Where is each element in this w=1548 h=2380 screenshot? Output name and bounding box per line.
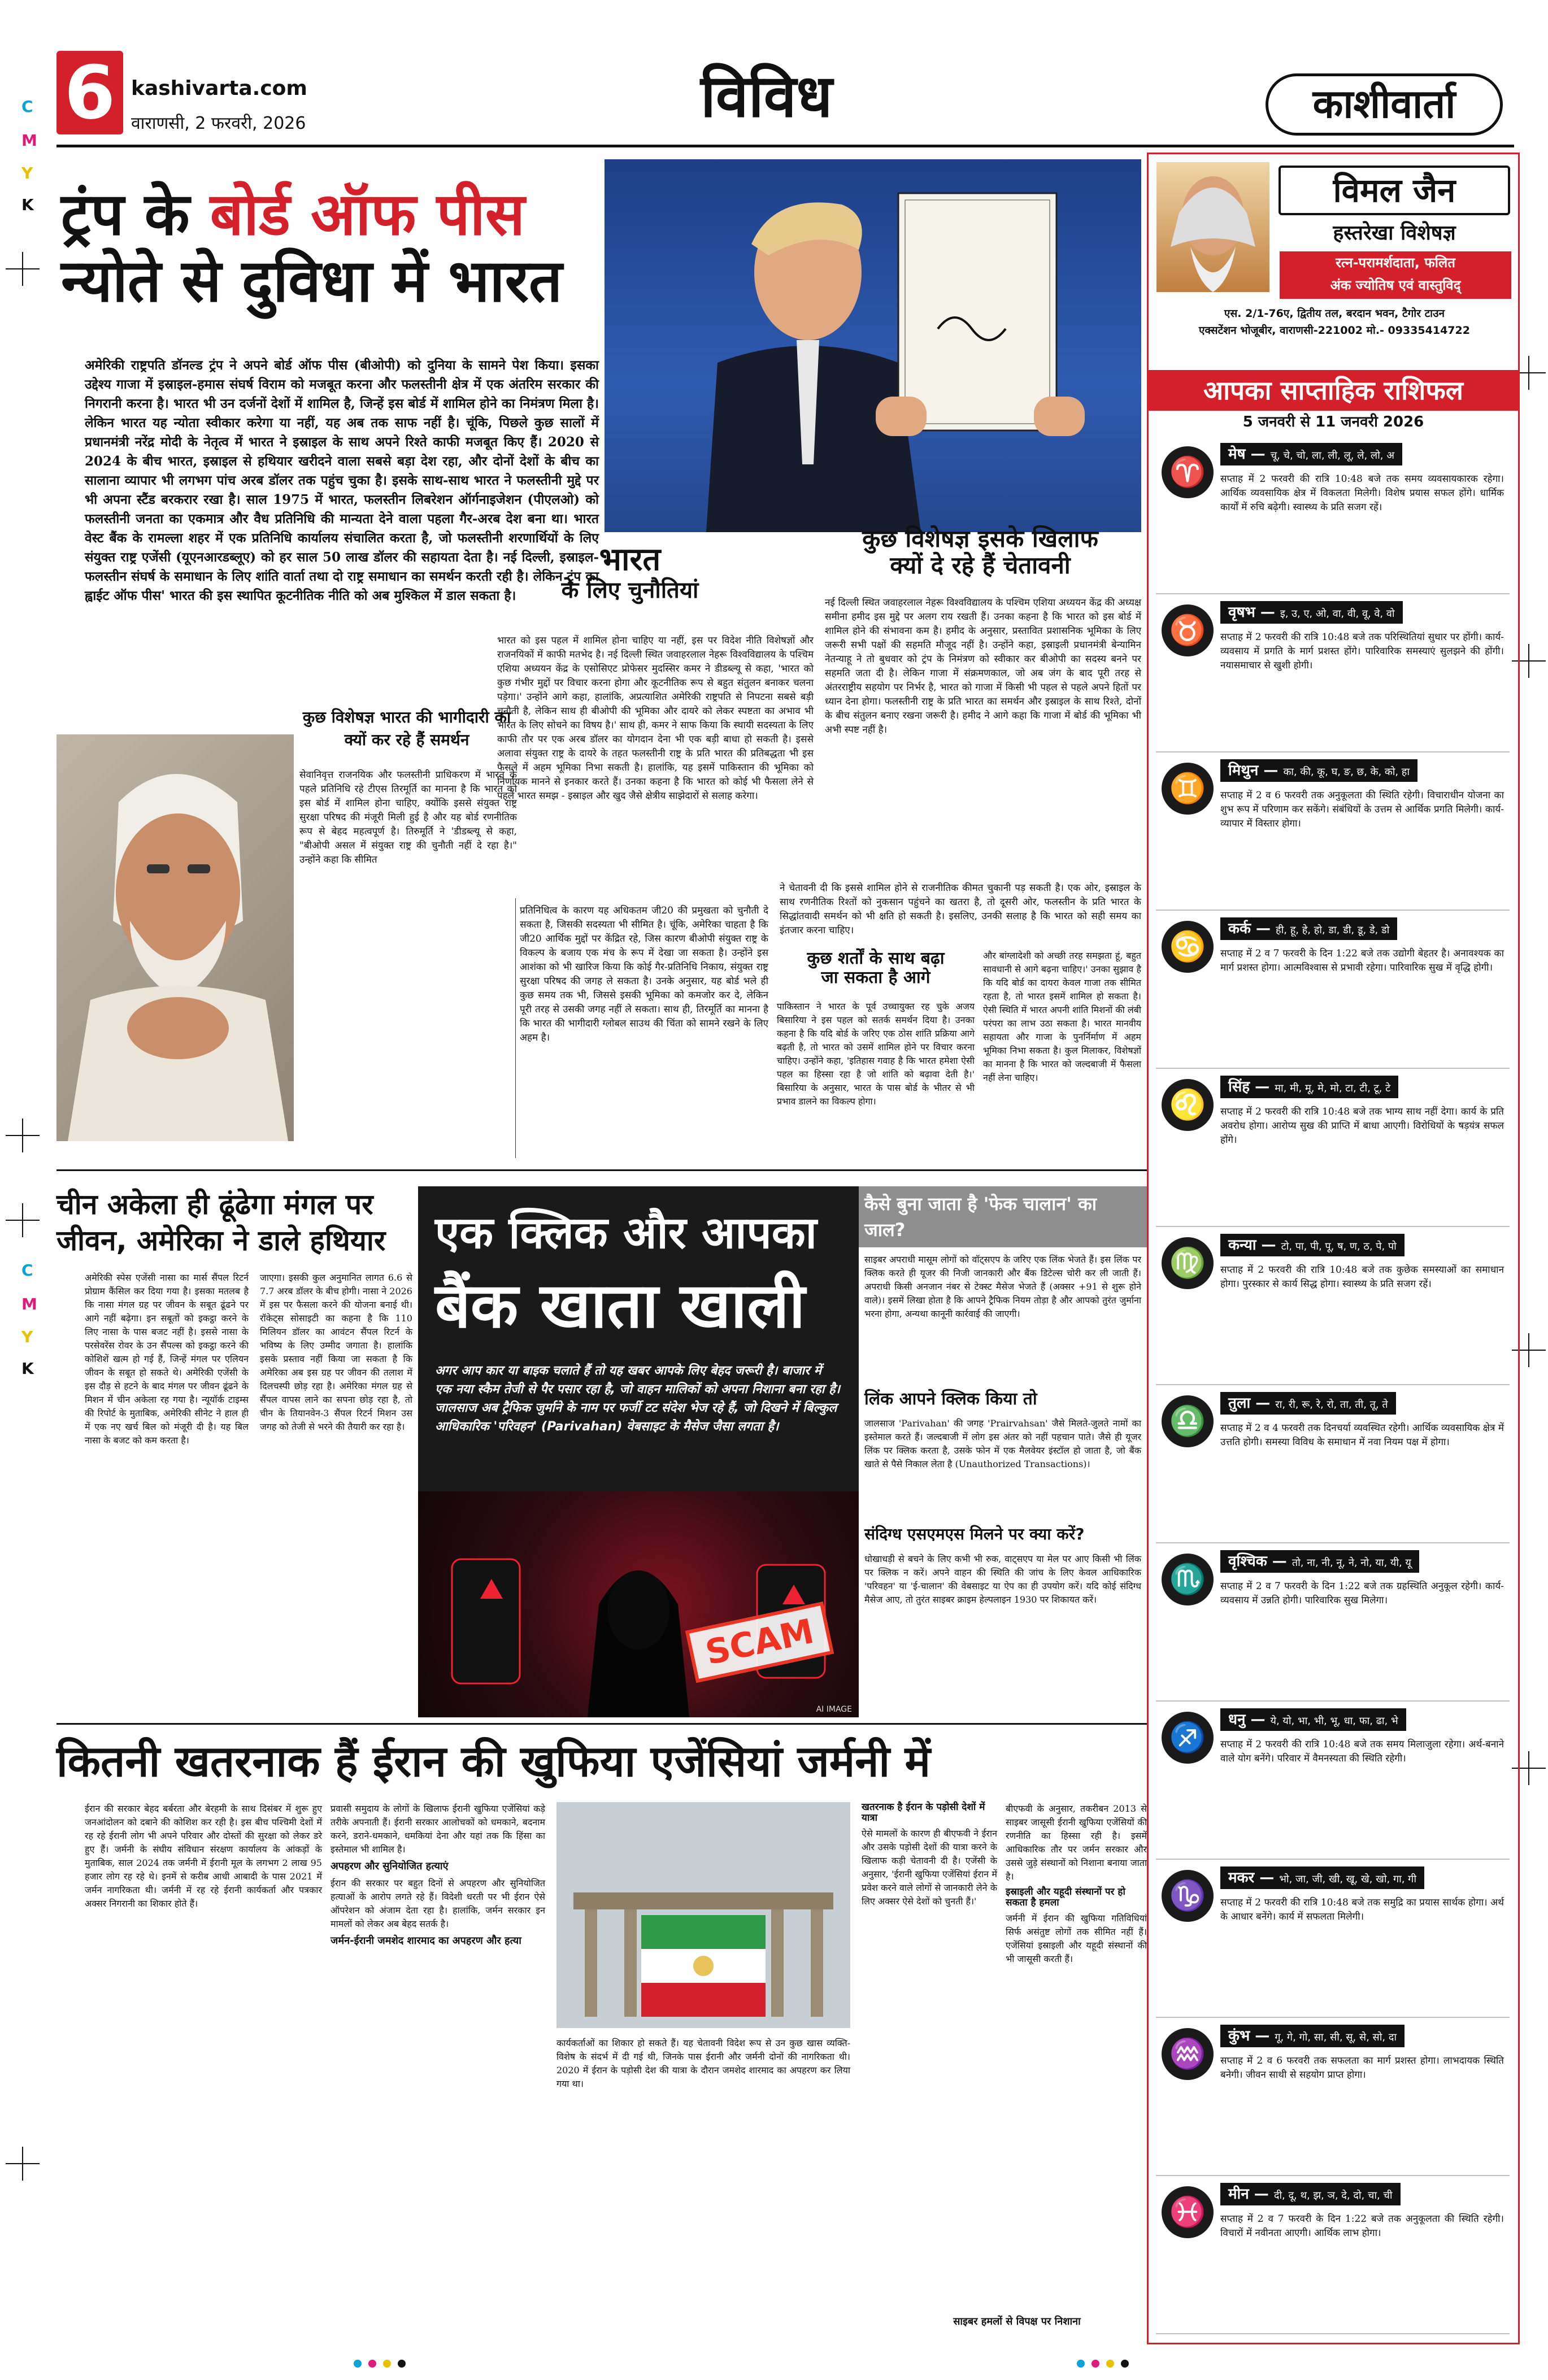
scam-headline-1: एक क्लिक और आपका — [435, 1208, 817, 1259]
iran-col5b: जर्मनी में ईरान की खुफिया गतिविधियां सिर्फ असंतुष्ट लोगों तक सीमित नहीं हैं। एजेंसियां इस्राइली और यहूदी संस्थानों की भी जासूसी करती हैं। — [1006, 1913, 1147, 1965]
section-rule — [56, 1723, 1147, 1725]
experts-head — [819, 525, 1141, 578]
scam-credit: AI IMAGE — [816, 1705, 852, 1714]
conditions-body: पाकिस्तान ने भारत के पूर्व उच्चायुक्त रह चुके अजय बिसारिया ने इस पहल को सतर्क समर्थन दिया है। उनका कहना है कि यदि बोर्ड के जरिए एक ठोस शांति प्रक्रिया आगे बढ़ती है, तो भारत को उसमें शामिल होने पर विचार करना चाहिए। उन्होंने कहा, 'इतिहास गवाह है कि भारत हमेशा ऐसी पहल का हिस्सा रहा है जो शांति को बढ़ावा देती है।' बिसारिया के अनुसार, भारत के पास बोर्ड के भीतर से भी प्रभाव डालने का विकल्प होगा। — [777, 1001, 975, 1107]
experts-title-1: कुछ विशेषज्ञ इसके खिलाफ — [862, 525, 1098, 552]
rashi-name: सिंह — [1228, 1078, 1250, 1095]
zodiac-icon: ♉ — [1162, 604, 1214, 656]
rashi-text: सप्ताह में 2 फरवरी की रात्रि 10:48 बजे तक समय व्यवसायकारक रहेगा। आर्थिक व्यवसायिक क्षेत्र में विकलता मिलेगी। विशेष प्रयास सफल होंगे। धार्मिक कार्यों में रुचि बढ़ेगी। स्वास्थ्य के प्रति सजग रहें। — [1220, 473, 1504, 513]
rashi-name: कन्या — [1228, 1237, 1256, 1254]
hacker-illustration — [418, 1491, 859, 1717]
scam-q2: लिंक आपने क्लिक किया तो — [864, 1389, 1037, 1409]
scam-headline-2: बैंक खाता खाली — [435, 1269, 806, 1342]
scam-stamp: SCAM — [685, 1602, 834, 1683]
tagline-2: अंक ज्योतिष एवं वास्तुविद् — [1330, 277, 1461, 293]
astrologer-name: विमल जैन — [1333, 171, 1456, 210]
rashi-block — [1156, 2022, 1510, 2176]
lead-subhead: कुछ विशेषज्ञ भारत की भागीदारी का क्यों कर रहे हैं समर्थन — [302, 708, 511, 749]
rashi-title: सिंह — मा, मी, मू, मे, मो, टा, टी, टू, टे — [1220, 1076, 1398, 1098]
lead-headline-prefix: ट्रंप के — [61, 180, 210, 249]
rashi-name: वृषभ — [1228, 604, 1255, 621]
astrologer-title: हस्तरेखा विशेषज्ञ — [1333, 221, 1456, 245]
rashi-title: वृषभ — इ, उ, ए, ओ, वा, वी, वू, वे, वो — [1220, 601, 1403, 624]
rashi-title: कन्या — टो, पा, पी, पू, ष, ण, ठ, पे, पो — [1220, 1234, 1404, 1256]
zodiac-icon: ♐ — [1162, 1712, 1214, 1764]
lead-headline-line2: न्योते से दुविधा में भारत — [61, 246, 563, 315]
challenges-box — [511, 542, 749, 627]
lead-headline-red: बोर्ड ऑफ पीस — [210, 180, 525, 249]
zodiac-icon: ♋ — [1162, 921, 1214, 973]
lead-headline — [61, 181, 603, 314]
rashi-block — [1156, 1390, 1510, 1543]
rashi-name: मकर — [1228, 1869, 1255, 1886]
rashi-block — [1156, 1864, 1510, 2018]
rashi-title: वृश्चिक — तो, ना, नी, नू, ने, नो, या, यी, यू — [1220, 1550, 1419, 1573]
rashi-letters: दी, दू, थ, झ, ञ, दे, दो, चा, ची — [1273, 2190, 1393, 2201]
astrologer-photo — [1156, 162, 1269, 292]
iran-col5-head: इस्राइली और यहूदी संस्थानों पर हो सकता है हमला — [1006, 1886, 1125, 1909]
rashi-letters: गू, गे, गो, सा, सी, सू, से, सो, दा — [1275, 2031, 1397, 2043]
scam-a1: साइबर अपराधी मासूम लोगों को वॉट्सएप के जरिए एक लिंक भेजते हैं। इस लिंक पर क्लिक करते ही यूजर की निजी जानकारी और बैंक डिटेल्स चोरी कर ली जाती हैं। अपराधी किसी अनजान नंबर से टेक्स्ट मैसेज भेजते हैं (अक्सर +91 से शुरू होने वाले)। इसमें लिखा होता है कि आपने ट्रैफिक नियम तोड़ा है और आपको तुरंत जुर्माना भरना होगा, अन्यथा कानूनी कार्रवाई की जाएगी। — [864, 1254, 1141, 1319]
rashi-block — [1156, 2181, 1510, 2334]
astrologer-name-box — [1279, 166, 1510, 215]
rashi-block — [1156, 757, 1510, 911]
scam-a3: धोखाधड़ी से बचने के लिए कभी भी रुक, वाट्सएप या मेल पर आए किसी भी लिंक पर क्लिक न करें। अपने वाहन की स्थिति की जांच के लिए केवल आधिकारिक 'परिवहन' या 'ई-चालान' की वेबसाइट या ऐप का ही उपयोग करें। यदि कोई संदिग्ध मैसेज आए, तो तुरंत साइबर क्राइम हेल्पलाइन 1930 पर शिकायत करें। — [864, 1554, 1141, 1605]
cmyk-k: K — [21, 195, 34, 214]
zodiac-icon: ♓ — [1162, 2186, 1214, 2238]
mars-headline-1: चीन अकेला ही ढूंढेगा मंगल पर — [56, 1188, 373, 1221]
rashi-title: कुंभ — गू, गे, गो, सा, सी, सू, से, सो, दा — [1220, 2025, 1404, 2047]
color-dot — [368, 2360, 376, 2368]
iran-col4-wrap — [862, 1802, 997, 1908]
mars-col1: अमेरिकी स्पेस एजेंसी नासा का मार्स सैंपल रिटर्न प्रोग्राम कैंसिल कर दिया गया है। इसका मतलब है कि नासा मंगल ग्रह पर जीवन के सबूत ढूंढने पर आगे नहीं बढ़ेगा। इन सबूतों को इकट्ठा करने के लिए नासा के पास बजट नहीं है। इससे नासा के परसेवरेंस रोवर के उन सैंपल्स को इकट्ठा करने की कोशिशें खत्म हो गई हैं, जिन्हें मंगल पर एलियन जीवन के सबूत हो सकते थे। अमेरिकी एजेंसी के इस दौड़ से हटने के बाद मंगल पर जीवन ढूंढने के मिशन में चीन अकेला रह गया है। न्यूयॉर्क टाइम्स की रिपोर्ट के मुताबिक, अमेरिकी सीनेट ने हाल ही में एक नए खर्च बिल को मंजूरी दी है। यह बिल नासा के बजट को कम करता है। — [85, 1272, 249, 1446]
logo-text: काशीवार्ता — [1312, 81, 1456, 127]
color-dot — [383, 2360, 391, 2368]
rashi-text: सप्ताह में 2 फरवरी की रात्रि 10:48 बजे तक कुछेक समस्याओं का समाधान होगा। पुरस्कार से कार्य सिद्ध होगा। स्वास्थ्य के प्रति सजग रहें। — [1220, 1264, 1504, 1290]
challenges-body: भारत को इस पहल में शामिल होना चाहिए या नहीं, इस पर विदेश नीति विशेषज्ञों और राजनयिकों में काफी मतभेद है। नई दिल्ली स्थित जवाहरलाल नेहरू विश्वविद्यालय के पश्चिम एशिया अध्ययन केंद्र के एसोसिएट प्रोफेसर मुदस्सिर कमर ने डीडब्ल्यू से कहा, 'भारत को कुछ गंभीर मुद्दों पर विचार करना होगा और कूटनीतिक रूप से बहुत संतुलन बनाकर चलना पड़ेगा।' उन्होंने आगे कहा, हालांकि, अप्रत्याशित अमेरिकी राष्ट्रपति से निपटना सबसे बड़ी चुनौती है, लेकिन साथ ही बीओपी की भूमिका और दायरे को लेकर स्पष्टता का अभाव भी भारत के लिए सोचने का विषय है।' साथ ही, कमर ने साफ किया कि स्थायी सदस्यता के लिए काफी तौर पर एक अरब डॉलर का योगदान देना भी एक बड़ी बाधा हो सकती है। इससे अलावा संयुक्त राष्ट्र के दायरे के तहत फलस्तीनी राष्ट्र के प्रति भारत की प्रतिबद्धता भी इस फैसले में अहम भूमिका निभा सकती है। हालांकि, यह इसमें पाकिस्तान की भूमिका को निर्णायक मानने से इनकार करते हैं। उनका कहना है कि भारत को कोई भी फैसला लेने से पहले भारत समझ - इस्राइल और खुद जैसे क्षेत्रीय साझेदारों से सलाह करेगा। — [497, 635, 814, 802]
rashi-name: कर्क — [1228, 920, 1251, 937]
zodiac-icon: ♑ — [1162, 1870, 1214, 1922]
iran-col2-wrap — [331, 1802, 545, 1951]
zodiac-icon: ♎ — [1162, 1395, 1214, 1447]
rashi-text: सप्ताह में 2 व 7 फरवरी के दिन 1:22 बजे तक उद्योगी बेहतर है। अनावश्यक का मार्ग प्रशस्त होगा। आत्मविश्वास से प्रभावी रहेगा। पारिवारिक सुख में वृद्धि होगी। — [1220, 948, 1504, 973]
iran-col5: बीएफवी के अनुसार, तकरीबन 2013 से साइबर जासूसी ईरानी खुफिया एजेंसियों की रणनीति का हिस्सा रही है। इसमें आधिकारिक तौर पर जर्मन सरकार और उससे जुड़े संस्थानों को निशाना बनाया जाता है। — [1006, 1803, 1147, 1882]
iran-col4-head: खतरनाक है ईरान के पड़ोसी देशों में यात्रा — [862, 1802, 985, 1824]
iran-caption: साइबर हमलों से विपक्ष पर निशाना — [953, 2316, 1081, 2327]
color-dot — [398, 2360, 406, 2368]
iran-sub2: जर्मन-ईरानी जमशेद शारमाद का अपहरण और हत्या — [331, 1935, 521, 1947]
rashi-block — [1156, 441, 1510, 594]
rashi-letters: मा, मी, मू, मे, मो, टा, टी, टू, टे — [1275, 1082, 1391, 1094]
rashi-block — [1156, 1706, 1510, 1860]
scam-side — [859, 1186, 1147, 1717]
brandenburg-gate-art — [556, 1802, 850, 2028]
rashi-text: सप्ताह में 2 व 6 फरवरी तक सफलता का मार्ग प्रशस्त होगा। लाभदायक स्थिति बनेगी। जीवन साथी से सहयोग प्राप्त होगा। — [1220, 2055, 1504, 2081]
rashi-title: तुला — रा, री, रू, रे, रो, ता, ती, तू, ते — [1220, 1392, 1396, 1415]
rashi-text: सप्ताह में 2 व 4 फरवरी तक दिनचर्या व्यवस्थित रहेगी। आर्थिक व्यवसायिक क्षेत्र में उत्तति होगी। समस्या विविध के समाधान में नवा नियम पक्ष में होगा। — [1220, 1422, 1504, 1448]
experts-body: नई दिल्ली स्थित जवाहरलाल नेहरू विश्वविद्यालय के पश्चिम एशिया अध्ययन केंद्र की अध्यक्ष समीना हमीद इस मुद्दे पर अलग राय रखती हैं। उनका कहना है कि भारत को इस बोर्ड में शामिल होने की संभावना कम है। हमीद के अनुसार, प्रस्तावित प्रशासनिक भूमिका के लिए जरूरी सभी पक्षों की सहमति मौजूद नहीं है। उन्होंने कहा, इस्राइली प्रधानमंत्री बेन्यामिन नेतन्याहू ने तो बुधवार को ट्रंप के निमंत्रण को स्वीकार कर बीओपी का सदस्य बनने पर सहमति जता दी है। लेकिन गाजा में संक्रमणकाल, जो अब जंग के बाद पूरी तरह से अंतरराष्ट्रीय सहयोग पर निर्भर है, भारत को गाजा में किसी भी पहल से पहले अपने हितों पर ध्यान देना होगा। फलस्तीनी राष्ट्र के प्रति भारत का समर्थन और इस्राइल के साथ रिश्ते, दोनों के बीच संतुलन बनाए रखना जरूरी है। हमीद ने आगे कहा कि गाजा में बोर्ड की भूमिका भी अभी स्पष्ट नहीं है। — [825, 597, 1141, 736]
scam-a2: जालसाज 'Parivahan' की जगह 'Prairvahsan' जैसे मिलते-जुलते नामों का इस्तेमाल करते हैं। जल्दबाजी में लोग इस अंतर को नहीं पहचान पाते। जैसे ही यूजर लिंक पर क्लिक करता है, उसके फोन में एक मैलवेयर इंस्टॉल हो जाता है, जो बैंक खाते से पैसे निकाल लेता है (Unauthorized Transactions)। — [864, 1418, 1141, 1469]
rashifal-title: आपका साप्ताहिक राशिफल — [1149, 370, 1518, 411]
scam-q1: कैसे बुना जाता है 'फेक चालान' का जाल? — [859, 1186, 1147, 1247]
color-dot — [1077, 2360, 1085, 2368]
dateline: वाराणसी, 2 फरवरी, 2026 — [131, 114, 306, 133]
mars-headline — [56, 1186, 418, 1259]
rashi-text: सप्ताह में 2 व 7 फरवरी के दिन 1:22 बजे तक अनुकूलता की स्थिति रहेगी। विचारों में नवीनता आएगी। आर्थिक लाभ होगा। — [1220, 2213, 1504, 2239]
zodiac-icon: ♈ — [1162, 446, 1214, 498]
modi-photo-art — [56, 734, 294, 1141]
col-divider — [515, 898, 516, 1158]
challenges-col: प्रतिनिधित्व के कारण यह अधिकतम जी20 की प्रमुखता को चुनौती दे सकता है, जिसकी सदस्यता भी सीमित है। चूंकि, अमेरिका चाहता है कि जी20 आर्थिक मुद्दों पर केंद्रित रहे, जिस कारण बीओपी संयुक्त राष्ट्र के विकल्प के बजाय एक मंच के रूप में देखा जा सकता है। उन्होंने इस आशंका को भी खारिज किया कि कोई गैर-प्रतिनिधि निकाय, संयुक्त राष्ट्र सुरक्षा परिषद की जगह ले सकता है। उनके अनुसार, यह बोर्ड भले ही कुछ समय तक भी, जिससे इसकी भूमिका को कमजोर कर दे, लेकिन पूरी तरह से उसकी जगह नहीं ले सकता। साथ ही, तिरमूर्ति का मानना है कि भारत की भागीदारी ग्लोबल साउथ की चिंता को सामने रखने के लिए अहम है। — [520, 905, 768, 1043]
cmyk-m: M — [21, 131, 37, 150]
rashi-letters: का, की, कू, घ, ङ, छ, के, को, हा — [1283, 766, 1410, 778]
color-bar — [350, 2359, 409, 2370]
lead-body: अमेरिकी राष्ट्रपति डॉनल्ड ट्रंप ने अपने बोर्ड ऑफ पीस (बीओपी) को दुनिया के सामने पेश किया। इसका उद्देश्य गाजा में इस्राइल-हमास संघर्ष विराम को मजबूत करना और फलस्तीनी क्षेत्र में एक अंतरिम सरकार की निगरानी करना है। भारत भी उन दर्जनों देशों में शामिल है, जिन्हें इस बोर्ड में शामिल होने का निमंत्रण मिला है। लेकिन भारत यह न्योता स्वीकार करेगा या नहीं, यह अब तक साफ नहीं है। चूंकि, पिछले कुछ सालों में प्रधानमंत्री नरेंद्र मोदी के नेतृत्व में भारत ने इस्राइल के साथ अपने रिश्ते काफी मजबूत किए हैं। 2020 से 2024 के बीच भारत, इस्राइल से हथियार खरीदने वाला सबसे बड़ा देश रहा, और दोनों देशों के बीच का सालाना व्यापार भी लगभग पांच अरब डॉलर तक पहुंच चुका है। इसके साथ-साथ भारत ने फलस्तीनी मुद्दे पर भी अपना स्टैंड बरकरार रखा है। साल 1975 में भारत, फलस्तीन लिबरेशन ऑर्गनाइजेशन (पीएलओ) को फलस्तीनी जनता का एकमात्र और वैध प्रतिनिधि की मान्यता देने वाला पहला गैर-अरब देश बना था। भारत वेस्ट बैंक के रामल्ला शहर में एक प्रतिनिधि कार्यालय संचालित करता है, जो फलस्तीनी शरणार्थियों के लिए संयुक्त राष्ट्र एजेंसी (यूएनआरडब्लूए) को हर साल 50 लाख डॉलर की सहायता देता है। नई दिल्ली, इस्राइल-फलस्तीन संघर्ष के समाधान के लिए शांति वार्ता तथा दो राष्ट्र समाधान का समर्थन करती रही है। लेकिन ट्रंप का ह्वाईट ऑफ पीस' भारत की इस स्थापित कूटनीतिक नीति को अब मुश्किल में डाल सकता है। — [85, 358, 599, 603]
rashi-letters: भो, जा, जी, खी, खू, खे, खो, गा, गी — [1279, 1873, 1416, 1885]
rashi-name: धनु — [1228, 1711, 1246, 1728]
rashi-block — [1156, 1073, 1510, 1227]
conditions-right: और बांग्लादेशी को अच्छी तरह समझता हूं, बहुत सावधानी से आगे बढ़ना चाहिए।' उनका सुझाव है कि यदि बोर्ड का दायरा केवल गाजा तक सीमित रहता है, तो भारत इसमें शामिल हो सकता है। ऐसी स्थिति में भारत अपनी शांति मिशनों की लंबी परंपरा का लाभ उठा सकता है। भारत मानवीय सहायता और गाजा के पुनर्निर्माण में अहम भूमिका निभा सकता है। कुल मिलाकर, विशेषज्ञों का मानना है कि भारत को जल्दबाजी में फैसला नहीं लेना चाहिए। — [983, 950, 1141, 1083]
mars-col2: जाएगा। इसकी कुल अनुमानित लागत 6.6 से 7.7 अरब डॉलर के बीच होगी। नासा ने 2026 में इस पर फैसला करने की योजना बनाई थी। रॉकेट्स सोसाइटी का कहना है कि 110 मिलियन डॉलर का आवंटन सैंपल रिटर्न के भविष्य के लिए उम्मीद जगाता है। हालांकि इसके प्रस्ताव नहीं किया जा सकता है कि अमेरिका अब इस ग्रह पर जीवन की तलाश में दिलचस्पी छोड़ रहा है। अमेरिका मंगल ग्रह से सैंपल वापस लाने का सपना छोड़ रहा है, तो चीन के तियानवेन-3 सैंपल रिटर्न मिशन उस जगह को तेजी से भरने की तैयारी कर रहा है। — [260, 1272, 412, 1432]
rashi-letters: ही, हू, हे, हो, डा, डी, डू, डे, डो — [1276, 924, 1390, 936]
scam-illustration — [418, 1491, 859, 1717]
page-number-box — [56, 51, 123, 134]
iran-col2b: ईरान की सरकार पर बहुत दिनों से अपहरण और सुनियोजित हत्याओं के आरोप लगते रहे हैं। विदेशी धरती पर भी ईरान ऐसे ऑपरेशन को अंजाम देता रहा है। हालांकि, जर्मन सरकार इन मामलों को लेकर अब बेहद सतर्क है। — [331, 1878, 545, 1930]
rashi-text: सप्ताह में 2 फरवरी की रात्रि 10:48 बजे तक भाग्य साथ नहीं देगा। कार्य के प्रति अवरोध होगा। आरोप्य सुख की प्राप्ति में बाधा आएगी। विरोधियों के षड़यंत्र सफल होंगे। — [1220, 1106, 1504, 1146]
section-title: विविध — [701, 62, 833, 130]
registration-mark — [6, 2147, 40, 2181]
conditions-title-2: जा सकता है आगे — [821, 967, 930, 987]
iran-col2: प्रवासी समुदाय के लोगों के खिलाफ ईरानी खुफिया एजेंसियां कड़े तरीके अपनाती हैं। ईरानी सरकार आलोचकों को धमकाने, बदनाम करने, डराने-धमकाने, धमकियां देना और यहां तक कि हिंसा का इस्तेमाल भी शामिल है। — [331, 1803, 545, 1855]
cmyk-c-2: C — [21, 1261, 33, 1280]
rashi-name: मीन — [1228, 2186, 1249, 2203]
registration-mark — [6, 252, 40, 286]
rashi-text: सप्ताह में 2 व 6 फरवरी तक अनुकूलता की स्थिति रहेगी। विचाराधीन योजना का शुभ रूप में परिणाम कर सकेंगे। संबंधियों के उत्तम से आर्थिक प्रगति मिलेगी। कार्य-व्यापार में विस्तार होगा। — [1220, 790, 1504, 829]
rashi-name: मेष — [1228, 446, 1246, 463]
experts-title-2: क्यों दे रहे हैं चेतावनी — [890, 551, 1071, 580]
rashi-title: कर्क — ही, हू, हे, हो, डा, डी, डू, डे, डो — [1220, 917, 1397, 940]
cmyk-y-2: Y — [21, 1328, 33, 1346]
experts-tail: ने चेतावनी दी कि इससे शामिल होने से राजनीतिक कीमत चुकानी पड़ सकती है। एक ओर, इस्राइल के साथ रणनीतिक रिश्तों को नुकसान पहुंचने का खतरा है, तो दूसरी ओर, फलस्तीन के प्रति भारत के सिद्धांतवादी समर्थन को भी क्षति हो सकती है। इसलिए, उनकी सलाह है कि भारत को सही समय का इंतजार करना चाहिए। — [780, 882, 1141, 936]
color-dot — [1121, 2360, 1129, 2368]
rashi-block — [1156, 599, 1510, 752]
rashi-title: मेष — चू, चे, चो, ला, ली, लू, ले, लो, अ — [1220, 443, 1402, 465]
rashi-letters: चू, चे, चो, ला, ली, लू, ले, लो, अ — [1270, 450, 1394, 462]
masthead-rule — [56, 145, 1514, 147]
challenges-title-2: के लिए चुनौतियां — [561, 577, 699, 603]
cmyk-m-2: M — [21, 1295, 37, 1313]
website[interactable]: kashivarta.com — [131, 77, 307, 100]
rashi-title: मीन — दी, दू, थ, झ, ञ, दे, दो, चा, ची — [1220, 2183, 1401, 2205]
scam-box — [418, 1186, 859, 1717]
rashi-letters: रा, री, रू, रे, रो, ता, ती, तू, ते — [1275, 1399, 1388, 1411]
rashi-text: सप्ताह में 2 फरवरी की रात्रि 10:48 बजे तक समुद्रि का प्रयास सार्थक होगा। अर्थ के आधार बनेंगे। कार्य में सफलता मिलेगी। — [1220, 1897, 1504, 1922]
conditions-title-1: कुछ शर्तों के साथ बढ़ा — [807, 948, 945, 968]
color-bar — [1073, 2359, 1132, 2370]
iran-sub1: अपहरण और सुनियोजित हत्याएं — [331, 1860, 449, 1872]
rashi-letters: इ, उ, ए, ओ, वा, वी, वू, वे, वो — [1280, 608, 1395, 620]
astro-header — [1149, 154, 1518, 369]
registration-mark — [6, 1119, 40, 1152]
iran-col5-wrap — [1006, 1802, 1147, 1966]
iran-col1: ईरान की सरकार बेहद बर्बरता और बेरहमी के साथ दिसंबर में शुरू हुए जनआंदोलन को दबाने की कोशिश कर रही है। इस बीच पश्चिमी देशों में रह रहे ईरानी लोग भी अपने परिवार और दोस्तों की सुरक्षा को लेकर डरे हुए हैं। जर्मनी के संघीय संविधान संरक्षण कार्यालय के आंकड़ों के मुताबिक, साल 2024 तक जर्मनी में ईरानी मूल के लगभग 2 लाख 95 हजार लोग रह रहे थे। इनमें से करीब आधी आबादी के पास 2021 में जर्मन नागरिकता थी। जर्मनी में रह रहे ईरानी कार्यकर्ता और पत्रकार अक्सर निगरानी का शिकार होते हैं। — [85, 1803, 322, 1909]
section-rule — [56, 1169, 1147, 1171]
page-number: 6 — [64, 50, 116, 136]
iran-flag-photo — [556, 1802, 850, 2028]
trump-photo-art — [605, 159, 1141, 532]
rashi-letters: तो, ना, नी, नू, ने, नो, या, यी, यू — [1292, 1557, 1411, 1569]
mars-headline-2: जीवन, अमेरिका ने डाले हथियार — [56, 1224, 386, 1257]
rashi-title: मिथुन — का, की, कू, घ, ङ, छ, के, को, हा — [1220, 759, 1417, 782]
rashi-block — [1156, 1548, 1510, 1702]
challenges-title-1: भारत — [599, 541, 661, 578]
rashi-name: वृश्चिक — [1228, 1553, 1267, 1570]
rashi-text: सप्ताह में 2 व 7 फरवरी के दिन 1:22 बजे तक ग्रहस्थिति अनुकूल रहेगी। कार्य-व्यवसाय में उन्नति होगी। पारिवारिक सुख मिलेगा। — [1220, 1581, 1504, 1606]
rashi-title: धनु — ये, यो, भा, भी, भू, धा, फा, ढा, भे — [1220, 1708, 1406, 1731]
iran-col4: ऐसे मामलों के कारण ही बीएफवी ने ईरान और उसके पड़ोसी देशों की यात्रा करने के खिलाफ कड़ी चेतावनी दी है। एजेंसी के अनुसार, 'ईरानी खुफिया एजेंसियां ईरान में प्रवेश करने वाले लोगों से जानकारी लेने के लिए अक्सर ऐसे देशों को चुनती हैं।' — [862, 1828, 997, 1907]
zodiac-icon: ♍ — [1162, 1237, 1214, 1289]
zodiac-icon: ♒ — [1162, 2028, 1214, 2080]
rashi-name: मिथुन — [1228, 762, 1259, 779]
cmyk-y: Y — [21, 164, 33, 182]
zodiac-icon: ♌ — [1162, 1079, 1214, 1131]
scam-q3: संदिग्ध एसएमएस मिलने पर क्या करें? — [864, 1525, 1085, 1543]
tagline-1: रत्न-परामर्शदाता, फलित — [1336, 255, 1455, 271]
rashi-name: तुला — [1228, 1395, 1251, 1412]
newspaper-logo[interactable] — [1266, 73, 1503, 136]
rashi-name: कुंभ — [1228, 2027, 1250, 2044]
astrologer-tagline — [1280, 251, 1511, 299]
iran-col3: कार्यकर्ताओं का शिकार हो सकते हैं। यह चेतावनी विदेश रूप से उन कुछ खास व्यक्ति-विशेष के संदर्भ में दी गई थी, जिनके पास ईरानी और जर्मनी दोनों की नागरिकता थी। 2020 में ईरान के पड़ोसी देश की यात्रा के दौरान जमशेद शारमाद का अपहरण कर लिया गया था। — [556, 2038, 850, 2089]
color-dot — [1106, 2360, 1114, 2368]
rashi-block — [1156, 915, 1510, 1069]
modi-photo — [56, 734, 294, 1141]
zodiac-icon: ♏ — [1162, 1554, 1214, 1605]
color-dot — [1092, 2360, 1099, 2368]
lead-sub-body: सेवानिवृत्त राजनयिक और फलस्तीनी प्राधिकरण में भारत के पहले प्रतिनिधि रहे टीएस तिरमूर्ति का मानना है कि भारत को इस बोर्ड में शामिल होना चाहिए, क्योंकि इससे संयुक्त राष्ट्र सुरक्षा परिषद की मंजूरी मिली हुई है और यह बोर्ड रणनीतिक रूप से बेहद महत्वपूर्ण है। तिरुमूर्ति ने 'डीडब्ल्यू से कहा, "बीओपी असल में संयुक्त राष्ट्र की चुनौती नहीं दे रहा है।" उन्होंने कहा कि सीमित — [299, 769, 517, 865]
cmyk-k-2: K — [21, 1359, 34, 1378]
rashifal-dates: 5 जनवरी से 11 जनवरी 2026 — [1242, 414, 1424, 430]
color-dot — [354, 2360, 362, 2368]
astrologer-address-2[interactable]: एक्सटेंशन भोजूबीर, वाराणसी-221002 मो.- 09335414722 — [1199, 324, 1470, 337]
trump-photo — [605, 159, 1141, 532]
scam-intro: अगर आप कार या बाइक चलाते हैं तो यह खबर आपके लिए बेहद जरूरी है। बाजार में एक नया स्कैम तेजी से पैर पसार रहा है, जो वाहन मालिकों को अपना निशाना बना रहा है। जालसाज अब ट्रैफिक जुर्माने के नाम पर फर्जी टट संदेश भेज रहे हैं, जो दिखने में बिल्कुल आधिकारिक 'परिवहन' (Parivahan) वेबसाइट के मैसेज जैसा लगता है। — [435, 1364, 841, 1434]
rashi-block — [1156, 1232, 1510, 1385]
rashi-text: सप्ताह में 2 फरवरी की रात्रि 10:48 बजे तक समय मिलाजुला रहेगा। अर्थ-बनाने वाले योग बनेंगे। परिवार में वैमनस्यता की स्थिति रहेगी। — [1220, 1739, 1504, 1764]
rashi-text: सप्ताह में 2 फरवरी की रात्रि 10:48 बजे तक परिस्थितियां सुधार पर होंगी। कार्य-व्यवसाय में प्रगति के मार्ग प्रशस्त होंगे। पारिवारिक समस्याएं सुलझने की होंगी। नयासमाचार से खुशी होगी। — [1220, 632, 1504, 671]
rashi-title: मकर — भो, जा, जी, खी, खू, खे, खो, गा, गी — [1220, 1866, 1424, 1889]
rashi-letters: टो, पा, पी, पू, ष, ण, ठ, पे, पो — [1281, 1241, 1397, 1252]
astrologer-portrait — [1156, 162, 1269, 292]
zodiac-icon: ♊ — [1162, 763, 1214, 815]
registration-mark — [6, 1203, 40, 1237]
iran-headline: कितनी खतरनाक हैं ईरान की खुफिया एजेंसियां जर्मनी में — [56, 1736, 930, 1786]
conditions-head — [774, 949, 977, 987]
cmyk-c: C — [21, 97, 33, 116]
rashi-letters: ये, यो, भा, भी, भू, धा, फा, ढा, भे — [1270, 1715, 1398, 1727]
astrologer-address-1: एस. 2/1-76ए, द्वितीय तल, बरदान भवन, टैगोर टाउन — [1224, 307, 1445, 320]
